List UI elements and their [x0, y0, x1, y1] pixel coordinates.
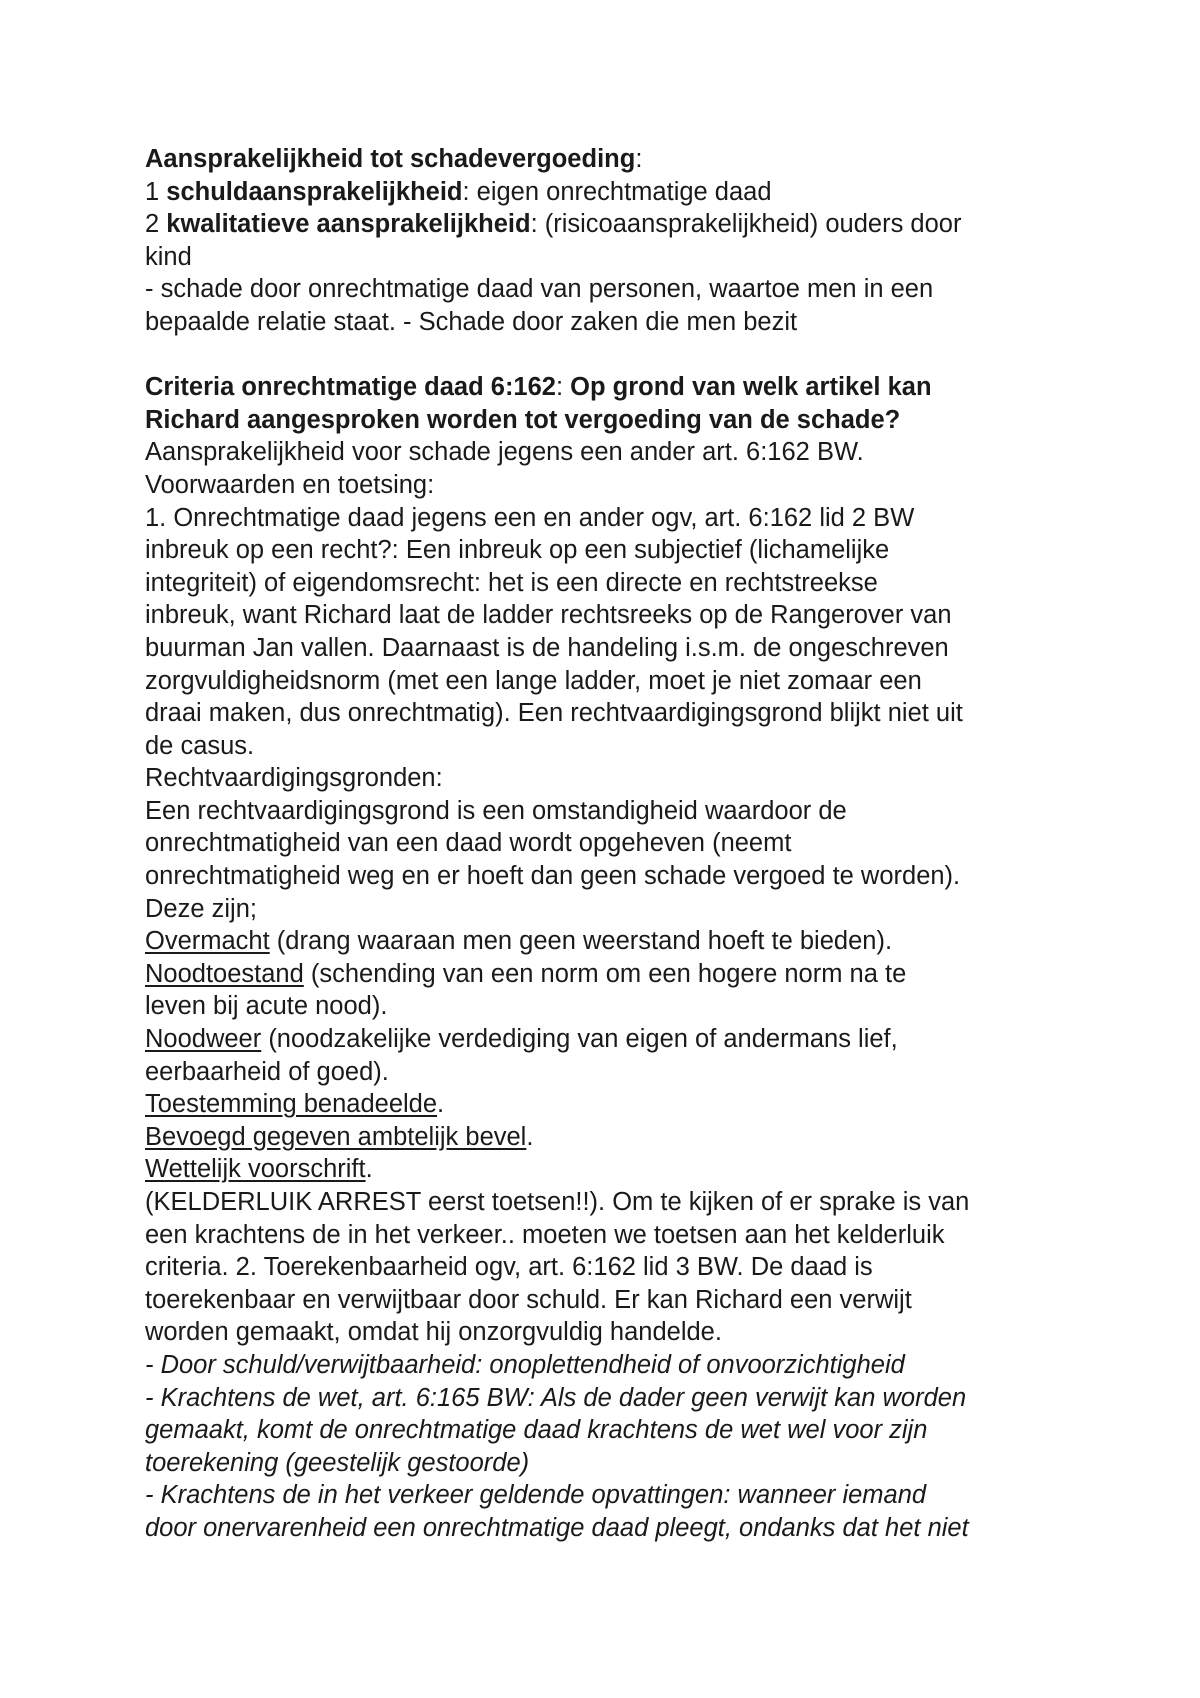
italic-line: [145, 1479, 1075, 1512]
text-line: onrechtmatigheid van een daad wordt opgeheven (neemt: [145, 829, 792, 858]
text-line: leven bij acute nood).: [145, 992, 388, 1021]
text-line: de casus.: [145, 731, 255, 760]
term-description: : (risicoaansprakelijkheid) ouders door: [530, 210, 962, 239]
heading-text: Aansprakelijkheid tot schadevergoeding: [145, 145, 636, 173]
term-description: : eigen onrechtmatige daad: [462, 177, 772, 206]
text-line: 1. Onrechtmatige daad jegens een en ander ogv, art. 6:162 lid 2 BW: [145, 503, 915, 532]
ground-noodtoestand: [145, 958, 1075, 991]
ground-period: .: [437, 1090, 445, 1119]
italic-line: [145, 1414, 1075, 1447]
paragraph-gap: [145, 339, 1075, 372]
text-line: een krachtens de in het verkeer.. moeten we toetsen aan het kelderluik: [145, 1220, 945, 1249]
text-line: Deze zijn;: [145, 894, 257, 923]
ground-overmacht: [145, 925, 1075, 958]
heading-criteria: [145, 371, 1075, 404]
italic-text: toerekening (geestelijk gestoorde): [145, 1448, 530, 1477]
text-line: criteria. 2. Toerekenbaarheid ogv, art. 6:162 lid 3 BW. De daad is: [145, 1253, 873, 1282]
text-line: bepaalde relatie staat. - Schade door zaken die men bezit: [145, 307, 798, 336]
italic-line: [145, 1382, 1075, 1415]
heading-colon: :: [635, 145, 643, 173]
ground-term: Wettelijk voorschrift: [145, 1155, 366, 1184]
text-line: zorgvuldigheidsnorm (met een lange ladder, moet je niet zomaar een: [145, 666, 922, 695]
heading-text: Criteria onrechtmatige daad 6:162: [145, 373, 556, 402]
text-line: buurman Jan vallen. Daarnaast is de handeling i.s.m. de ongeschreven: [145, 633, 949, 662]
ground-term: Toestemming benadeelde: [145, 1090, 438, 1119]
italic-text: - Krachtens de in het verkeer geldende opvattingen: wanneer iemand: [145, 1481, 927, 1510]
italic-text: gemaakt, komt de onrechtmatige daad krachtens de wet wel voor zijn: [145, 1416, 928, 1445]
list-number: 2: [145, 210, 167, 239]
text-line: Een rechtvaardigingsgrond is een omstandigheid waardoor de: [145, 796, 847, 825]
text-line: Aansprakelijkheid voor schade jegens een ander art. 6:162 BW.: [145, 438, 864, 467]
ground-term: Bevoegd gegeven ambtelijk bevel: [145, 1122, 527, 1151]
text-line: onrechtmatigheid weg en er hoeft dan geen schade vergoed te worden).: [145, 862, 961, 891]
text-line: Rechtvaardigingsgronden:: [145, 764, 443, 793]
ground-noodweer: [145, 1023, 1075, 1056]
term-bold: kwalitatieve aansprakelijkheid: [166, 210, 531, 239]
question-continuation: [145, 404, 1075, 437]
italic-text: - Krachtens de wet, art. 6:165 BW: Als de dader geen verwijt kan worden: [145, 1383, 967, 1412]
italic-text: door onervarenheid een onrechtmatige daad pleegt, ondanks dat het niet: [145, 1513, 969, 1542]
question-text: Op grond van welk artikel kan: [570, 373, 932, 402]
ground-term: Overmacht: [145, 927, 270, 956]
ground-term: Noodweer: [145, 1025, 262, 1054]
liability-type-1: [145, 176, 1075, 209]
ground-bevel: [145, 1121, 1075, 1154]
text-line: - schade door onrechtmatige daad van personen, waartoe men in een: [145, 275, 934, 304]
text-line: draai maken, dus onrechtmatig). Een rechtvaardigingsgrond blijkt niet uit: [145, 699, 963, 728]
ground-term: Noodtoestand: [145, 959, 304, 988]
ground-toestemming: [145, 1088, 1075, 1121]
text-line: toerekenbaar en verwijtbaar door schuld. Er kan Richard een verwijt: [145, 1285, 912, 1314]
question-text: Richard aangesproken worden tot vergoeding van de schade?: [145, 405, 901, 434]
text-line: (KELDERLUIK ARREST eerst toetsen!!). Om te kijken of er sprake is van: [145, 1188, 970, 1216]
heading-colon: :: [555, 373, 571, 402]
text-line: Voorwaarden en toetsing:: [145, 470, 435, 499]
ground-voorschrift: [145, 1153, 1075, 1186]
text-line: inbreuk op een recht?: Een inbreuk op een subjectief (lichamelijke: [145, 536, 890, 565]
document-body: [145, 143, 1075, 1545]
heading-liability: [145, 143, 1075, 176]
ground-description: (drang waaraan men geen weerstand hoeft te bieden).: [269, 927, 893, 956]
ground-period: .: [526, 1122, 534, 1151]
italic-line: [145, 1349, 1075, 1382]
ground-description: (noodzakelijke verdediging van eigen of andermans lief,: [261, 1025, 898, 1054]
text-line: eerbaarheid of goed).: [145, 1057, 389, 1086]
term-bold: schuldaansprakelijkheid: [166, 177, 463, 206]
text-line: kind: [145, 242, 192, 271]
text-line: inbreuk, want Richard laat de ladder rechtsreeks op de Rangerover van: [145, 601, 952, 630]
ground-period: .: [365, 1155, 373, 1184]
text-line: worden gemaakt, omdat hij onzorgvuldig handelde.: [145, 1318, 722, 1347]
ground-description: (schending van een norm om een hogere norm na te: [303, 959, 907, 988]
liability-type-2: [145, 208, 1075, 241]
italic-text: - Door schuld/verwijtbaarheid: onoplettendheid of onvoorzichtigheid: [145, 1350, 905, 1379]
italic-line: [145, 1447, 1075, 1480]
list-number: 1: [145, 177, 167, 206]
text-line: integriteit) of eigendomsrecht: het is een directe en rechtstreekse: [145, 568, 878, 597]
italic-line: [145, 1512, 1075, 1545]
